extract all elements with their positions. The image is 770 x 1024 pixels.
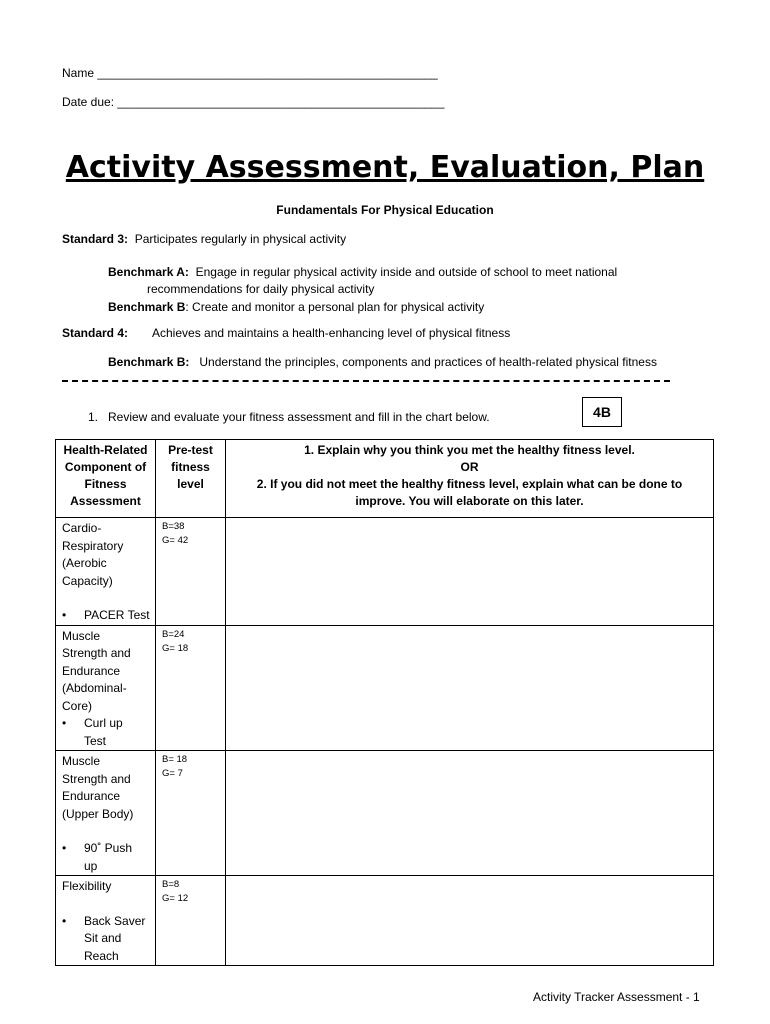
girls-level: G= 18 — [162, 642, 189, 654]
table-header-row — [56, 440, 714, 518]
girls-level: G= 7 — [162, 768, 183, 779]
pretest-level-cell — [156, 625, 226, 751]
pretest-level-cell — [156, 876, 226, 966]
standard-4-label: Standard 4: — [62, 326, 129, 340]
component-cell: Flexibility • Back Saver Sit and Reach — [56, 876, 156, 966]
standard-4-benchmark-b-text: Understand the principles, components and practices of health-related physical fitness — [199, 355, 657, 369]
table-row — [56, 876, 714, 966]
benchmark-a-text-2: recommendations for daily physical activity — [147, 282, 375, 296]
bullet-icon: • — [62, 841, 67, 855]
test-item: • Back Saver — [62, 913, 151, 931]
boys-level: B=8 — [162, 879, 180, 890]
bullet-icon: • — [62, 913, 67, 928]
boys-level: B= 18 — [162, 754, 188, 765]
component-cell: Muscle Strength and Endurance (Abdominal- Core) • Curl up Test — [56, 625, 156, 751]
page-title: Activity Assessment, Evaluation, Plan — [65, 150, 705, 185]
page-footer: Activity Tracker Assessment - 1 — [533, 990, 700, 1004]
explanation-cell[interactable] — [226, 518, 714, 626]
explanation-cell[interactable] — [226, 625, 714, 751]
bullet-icon: • — [62, 716, 67, 730]
standard-3-benchmark-a — [108, 264, 617, 281]
benchmark-a-label: Benchmark A: — [108, 265, 189, 279]
standard-4-benchmark-b-label: Benchmark B: — [108, 355, 190, 369]
section-badge-4b: 4B — [582, 397, 622, 427]
header-explain: 1. Explain why you think you met the healthy fitness level. OR 2. If you did not meet the healthy fitness level, explain what can be done to improve. You will elaborate on this later. — [226, 440, 714, 518]
girls-level: G= 42 — [162, 535, 189, 546]
standard-4-text: Achieves and maintains a health-enhancing level of physical fitness — [152, 326, 511, 340]
header-pretest: Pre-test fitness level — [156, 440, 226, 518]
instruction-number: 1. — [88, 410, 99, 424]
table-row — [56, 751, 714, 876]
standard-3-benchmark-b — [108, 299, 484, 316]
page-subtitle: Fundamentals For Physical Education — [276, 203, 494, 217]
standard-3-text: Participates regularly in physical activity — [134, 232, 347, 246]
component-cell: Muscle Strength and Endurance (Upper Body) • 90˚ Push up — [56, 751, 156, 876]
standard-3 — [62, 231, 346, 248]
name-field[interactable]: Name ___________________________________________________ — [62, 66, 438, 80]
section-divider — [62, 380, 670, 382]
table-row — [56, 625, 714, 751]
test-item: • 90˚ Push — [62, 840, 151, 858]
instruction-text: Review and evaluate your fitness assessment and fill in the chart below. — [108, 410, 490, 424]
benchmark-a-text-1: Engage in regular physical activity inside and outside of school to meet national — [195, 265, 618, 279]
benchmark-b-label: Benchmark B — [108, 300, 186, 314]
table-row — [56, 518, 714, 626]
explanation-cell[interactable] — [226, 876, 714, 966]
test-item: • Curl up — [62, 715, 151, 733]
test-item: • PACER Test — [62, 607, 151, 625]
boys-level: B=38 — [162, 521, 185, 532]
pretest-level-cell — [156, 518, 226, 626]
standard-3-label: Standard 3: — [62, 232, 129, 246]
standard-4 — [62, 325, 128, 342]
benchmark-b-text: : Create and monitor a personal plan for physical activity — [185, 300, 485, 314]
header-component: Health-Related Component of Fitness Assessment — [56, 440, 156, 518]
girls-level: G= 12 — [162, 893, 189, 904]
bullet-icon: • — [62, 608, 67, 622]
standard-4-benchmark-b — [108, 354, 657, 371]
date-due-field[interactable]: Date due: _________________________________________________ — [62, 95, 445, 109]
pretest-level-cell — [156, 751, 226, 876]
component-cell: Cardio- Respiratory (Aerobic Capacity) • PACER Test — [56, 518, 156, 626]
explanation-cell[interactable] — [226, 751, 714, 876]
boys-level: B=24 — [162, 628, 185, 640]
fitness-assessment-table — [55, 439, 714, 966]
